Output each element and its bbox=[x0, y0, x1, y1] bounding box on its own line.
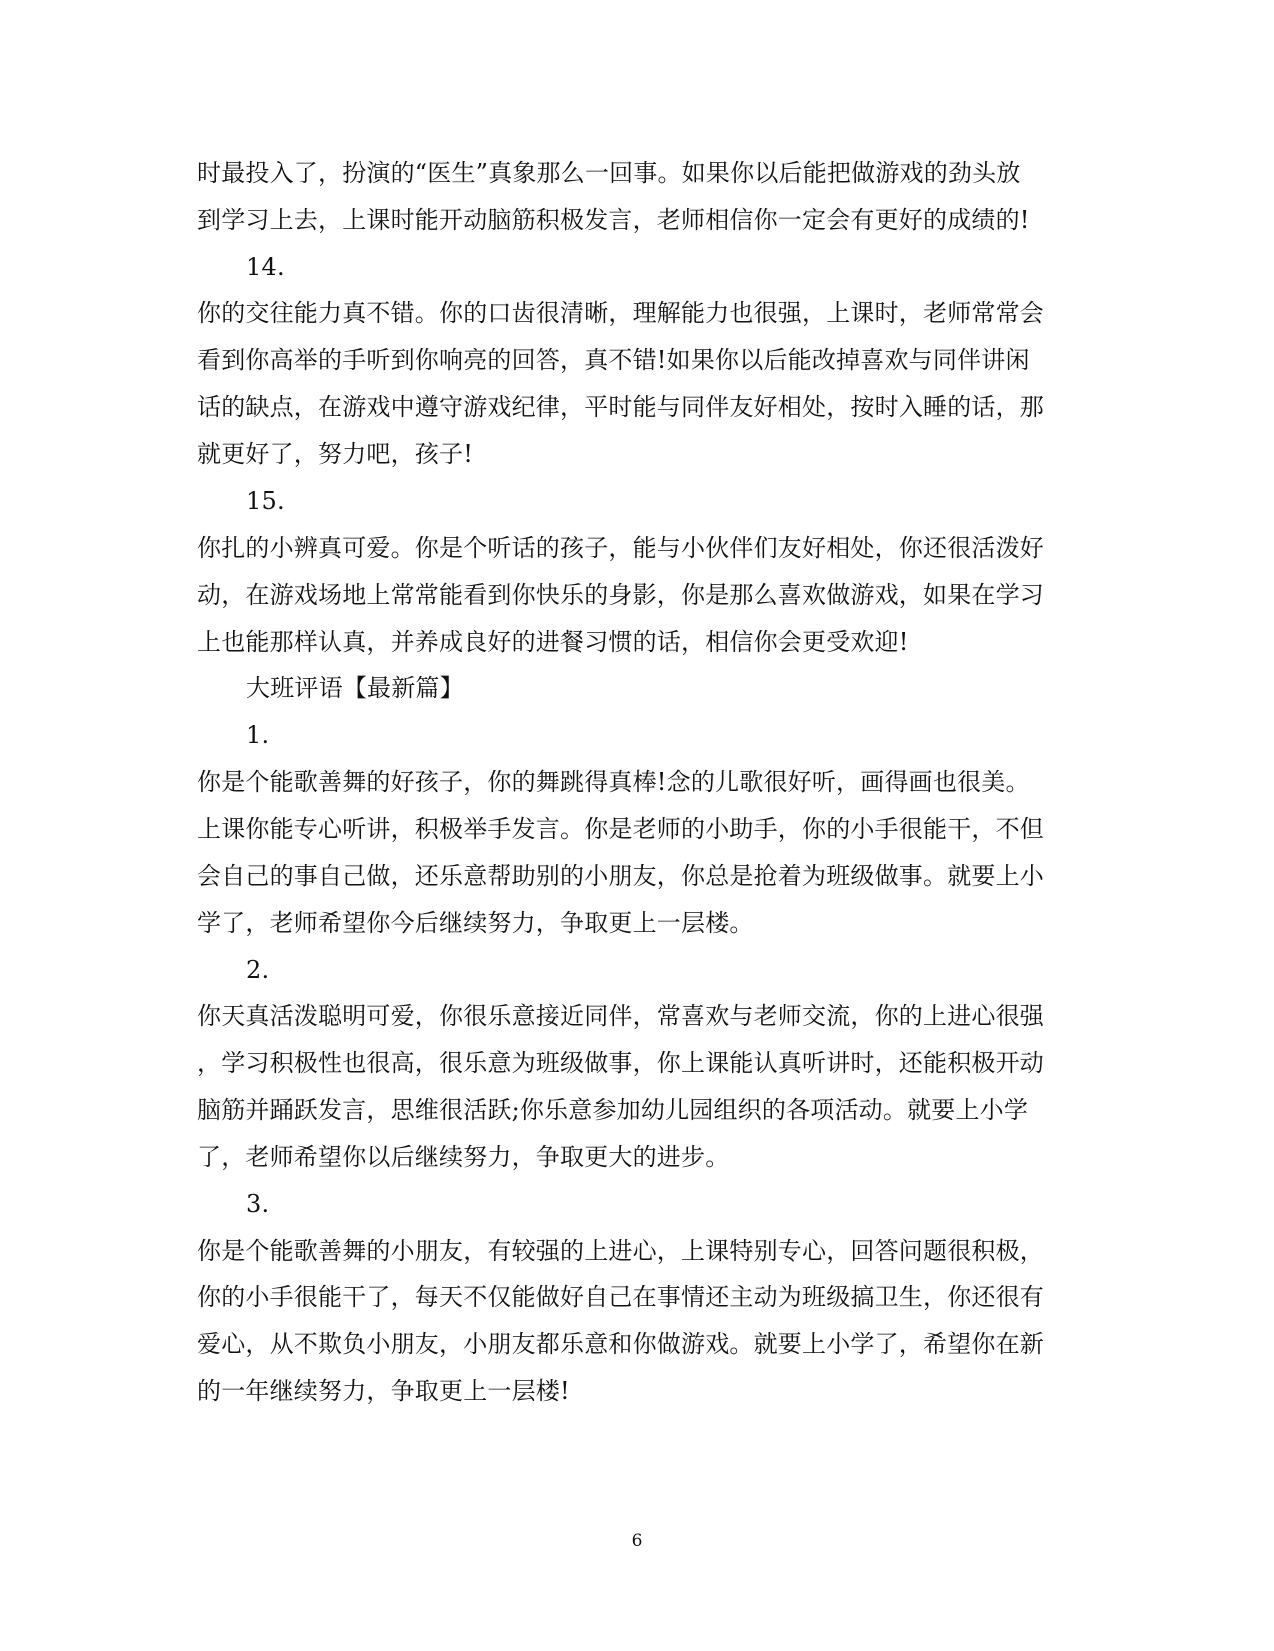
text-line: 动，在游戏场地上常常能看到你快乐的身影，你是那么喜欢做游戏，如果在学习 bbox=[197, 581, 1044, 609]
text-line: 到学习上去，上课时能开动脑筋积极发言，老师相信你一定会有更好的成绩的! bbox=[197, 206, 1030, 234]
text-line: ，学习积极性也很高，很乐意为班级做事，你上课能认真听讲时，还能积极开动 bbox=[197, 1049, 1044, 1077]
text-line: 脑筋并踊跃发言，思维很活跃;你乐意参加幼儿园组织的各项活动。就要上小学 bbox=[197, 1096, 1029, 1124]
text-line: 会自己的事自己做，还乐意帮助别的小朋友，你总是抢着为班级做事。就要上小 bbox=[197, 862, 1044, 890]
text-line: 你的交往能力真不错。你的口齿很清晰，理解能力也很强，上课时，老师常常会 bbox=[197, 299, 1044, 327]
text-line: 你是个能歌善舞的小朋友，有较强的上进心，上课特别专心，回答问题很积极， bbox=[197, 1237, 1044, 1265]
text-line: 上也能那样认真，并养成良好的进餐习惯的话，相信你会更受欢迎! bbox=[197, 628, 909, 656]
text-line: 了，老师希望你以后继续努力，争取更大的进步。 bbox=[197, 1143, 730, 1171]
text-line: 话的缺点，在游戏中遵守游戏纪律，平时能与同伴友好相处，按时入睡的话，那 bbox=[197, 393, 1044, 421]
text-line: 学了，老师希望你今后继续努力，争取更上一层楼。 bbox=[197, 909, 754, 937]
page-number: 6 bbox=[631, 1531, 643, 1551]
item-number: 14. bbox=[246, 253, 285, 281]
item-number: 15. bbox=[246, 487, 285, 515]
item-number: 1. bbox=[246, 721, 270, 749]
text-line: 看到你高举的手听到你响亮的回答，真不错!如果你以后能改掉喜欢与同伴讲闲 bbox=[197, 346, 1030, 374]
text-line: 就更好了，努力吧，孩子! bbox=[197, 440, 474, 468]
text-line: 爱心，从不欺负小朋友，小朋友都乐意和你做游戏。就要上小学了，希望你在新 bbox=[197, 1330, 1044, 1358]
text-line: 时最投入了，扮演的“医生”真象那么一回事。如果你以后能把做游戏的劲头放 bbox=[197, 159, 1021, 187]
text-line: 你天真活泼聪明可爱，你很乐意接近同伴，常喜欢与老师交流，你的上进心很强 bbox=[197, 1002, 1044, 1030]
text-line: 你是个能歌善舞的好孩子，你的舞跳得真棒!念的儿歌很好听，画得画也很美。 bbox=[197, 768, 1030, 796]
text-line: 你的小手很能干了，每天不仅能做好自己在事情还主动为班级搞卫生，你还很有 bbox=[197, 1283, 1044, 1311]
item-number: 2. bbox=[246, 956, 270, 984]
section-heading: 大班评语【最新篇】 bbox=[246, 674, 464, 702]
text-line: 上课你能专心听讲，积极举手发言。你是老师的小助手，你的小手很能干，不但 bbox=[197, 815, 1044, 843]
text-line: 的一年继续努力，争取更上一层楼! bbox=[197, 1377, 570, 1405]
item-number: 3. bbox=[246, 1190, 270, 1218]
text-line: 你扎的小辨真可爱。你是个听话的孩子，能与小伙伴们友好相处，你还很活泼好 bbox=[197, 534, 1044, 562]
